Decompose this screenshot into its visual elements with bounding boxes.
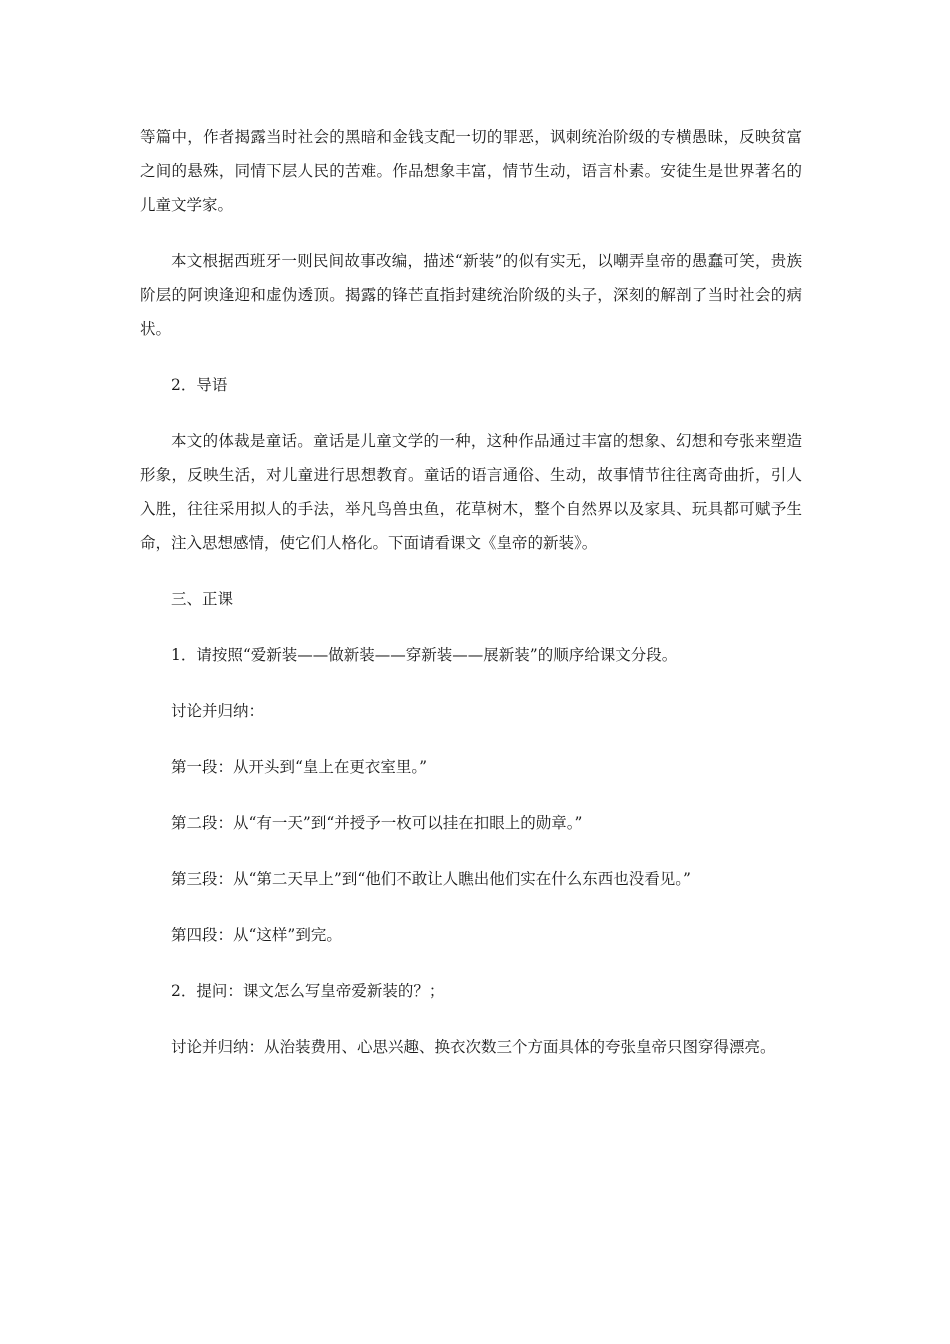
paragraph-fairy-tale-genre: 本文的体裁是童话。童话是儿童文学的一种，这种作品通过丰富的想象、幻想和夸张来塑造形象，反映生活，对儿童进行思想教育。童话的语言通俗、生动，故事情节往往离奇曲折，引人入胜，往往采用拟人的手法，举凡鸟兽虫鱼，花草树木，整个自然界以及家具、玩具都可赋予生命，注入思想感情，使它们人格化。下面请看课文《皇帝的新装》。 xyxy=(140,432,802,552)
question-segmenting: 1．请按照“爱新装——做新装——穿新装——展新装”的顺序给课文分段。 xyxy=(171,646,678,664)
segment-one: 第一段：从开头到“皇上在更衣室里。” xyxy=(171,758,428,776)
segment-two: 第二段：从“有一天”到“并授予一枚可以挂在扣眼上的勋章。” xyxy=(171,814,583,832)
discussion-label: 讨论并归纳： xyxy=(171,702,265,720)
paragraph-story-origin: 本文根据西班牙一则民间故事改编，描述“新装”的似有实无，以嘲弄皇帝的愚蠢可笑，贵族阶层的阿谀逢迎和虚伪透顶。揭露的锋芒直指封建统治阶级的头子，深刻的解剖了当时社会的病状。 xyxy=(140,252,802,338)
discussion-summary: 讨论并归纳：从治装费用、心思兴趣、换衣次数三个方面具体的夸张皇帝只图穿得漂亮。 xyxy=(171,1038,776,1056)
heading-lead-in: 2．导语 xyxy=(171,376,228,394)
heading-main-lesson: 三、正课 xyxy=(171,590,234,608)
document-body xyxy=(140,120,802,1086)
paragraph-intro-continued: 等篇中，作者揭露当时社会的黑暗和金钱支配一切的罪恶，讽刺统治阶级的专横愚昧，反映贫富之间的悬殊，同情下层人民的苦难。作品想象丰富，情节生动，语言朴素。安徒生是世界著名的儿童文学家。 xyxy=(140,128,802,214)
segment-three: 第三段：从“第二天早上”到“他们不敢让人瞧出他们实在什么东西也没看见。” xyxy=(171,870,691,888)
segment-four: 第四段：从“这样”到完。 xyxy=(171,926,342,944)
question-emperor-love: 2．提问：课文怎么写皇帝爱新装的？； xyxy=(171,982,445,1000)
